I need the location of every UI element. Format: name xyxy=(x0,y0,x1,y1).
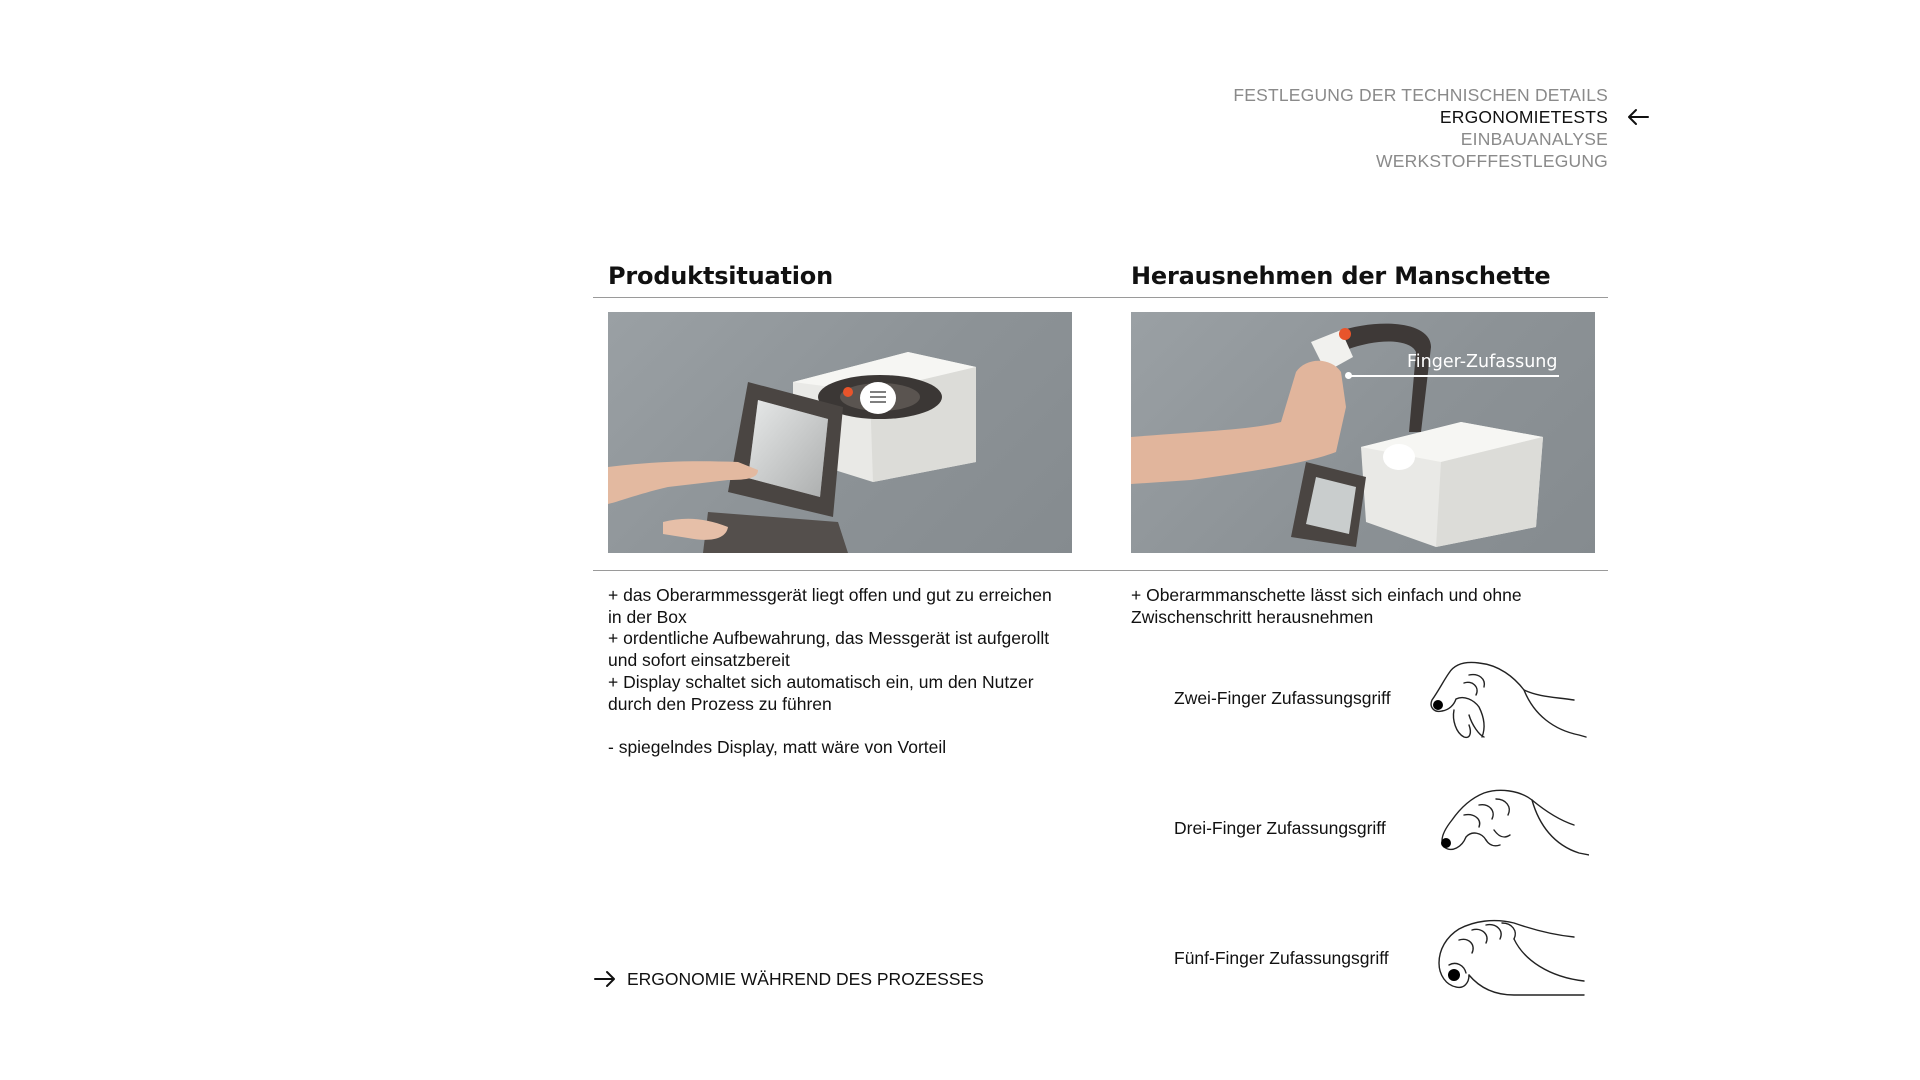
right-observations xyxy=(1131,585,1522,628)
heading-divider xyxy=(593,297,1608,298)
nav-item-technische-details[interactable]: FESTLEGUNG DER TECHNISCHEN DETAILS xyxy=(1233,85,1608,105)
arrow-right-icon xyxy=(593,970,617,988)
grip-label: Fünf-Finger Zufassungsgriff xyxy=(1174,948,1389,968)
observation-item: + das Oberarmmessgerät liegt offen und gut zu erreichen in der Box xyxy=(608,585,1052,627)
nav-item-ergonomietests[interactable] xyxy=(1233,106,1608,128)
observation-item: + Oberarmmanschette lässt sich einfach und ohne Zwischenschritt herausnehmen xyxy=(1131,585,1522,627)
photo-divider xyxy=(593,570,1608,571)
three-finger-grip-icon xyxy=(1424,785,1589,880)
left-column-title: Produktsituation xyxy=(608,262,833,290)
annotation-leader-line xyxy=(1349,375,1559,377)
grip-row-three-finger xyxy=(1174,785,1594,880)
arrow-left-icon xyxy=(1626,108,1650,126)
nav-item-werkstofffestlegung[interactable]: WERKSTOFFFESTLEGUNG xyxy=(1376,151,1608,171)
observation-item: + ordentliche Aufbewahrung, das Messgerät ist aufgerollt und sofort einsatzbereit xyxy=(608,628,1050,671)
observation-spacer xyxy=(608,715,1052,737)
section-navigation xyxy=(1233,84,1608,172)
nav-item-label: ERGONOMIETESTS xyxy=(1439,107,1608,127)
ergonomie-prozess-link-label: ERGONOMIE WÄHREND DES PROZESSES xyxy=(627,969,984,989)
cuff-removal-photo xyxy=(1131,312,1595,553)
observation-item: - spiegelndes Display, matt wäre von Vorteil xyxy=(608,736,947,757)
left-observations xyxy=(608,585,1052,759)
right-column-title: Herausnehmen der Manschette xyxy=(1131,262,1551,290)
grip-row-two-finger xyxy=(1174,655,1594,750)
nav-item-einbauanalyse[interactable]: EINBAUANALYSE xyxy=(1460,129,1608,149)
ergonomie-prozess-link[interactable] xyxy=(593,969,984,990)
product-situation-photo xyxy=(608,312,1072,553)
finger-zufassung-annotation: Finger-Zufassung xyxy=(1407,352,1558,372)
grip-label: Drei-Finger Zufassungsgriff xyxy=(1174,818,1386,838)
grip-row-five-finger xyxy=(1174,915,1594,1010)
two-finger-grip-icon xyxy=(1424,655,1589,750)
observation-item: + Display schaltet sich automatisch ein, um den Nutzer durch den Prozess zu führen xyxy=(608,671,1034,714)
grip-label: Zwei-Finger Zufassungsgriff xyxy=(1174,688,1391,708)
annotation-marker-dot xyxy=(1345,372,1352,379)
five-finger-grip-icon xyxy=(1424,915,1589,1010)
